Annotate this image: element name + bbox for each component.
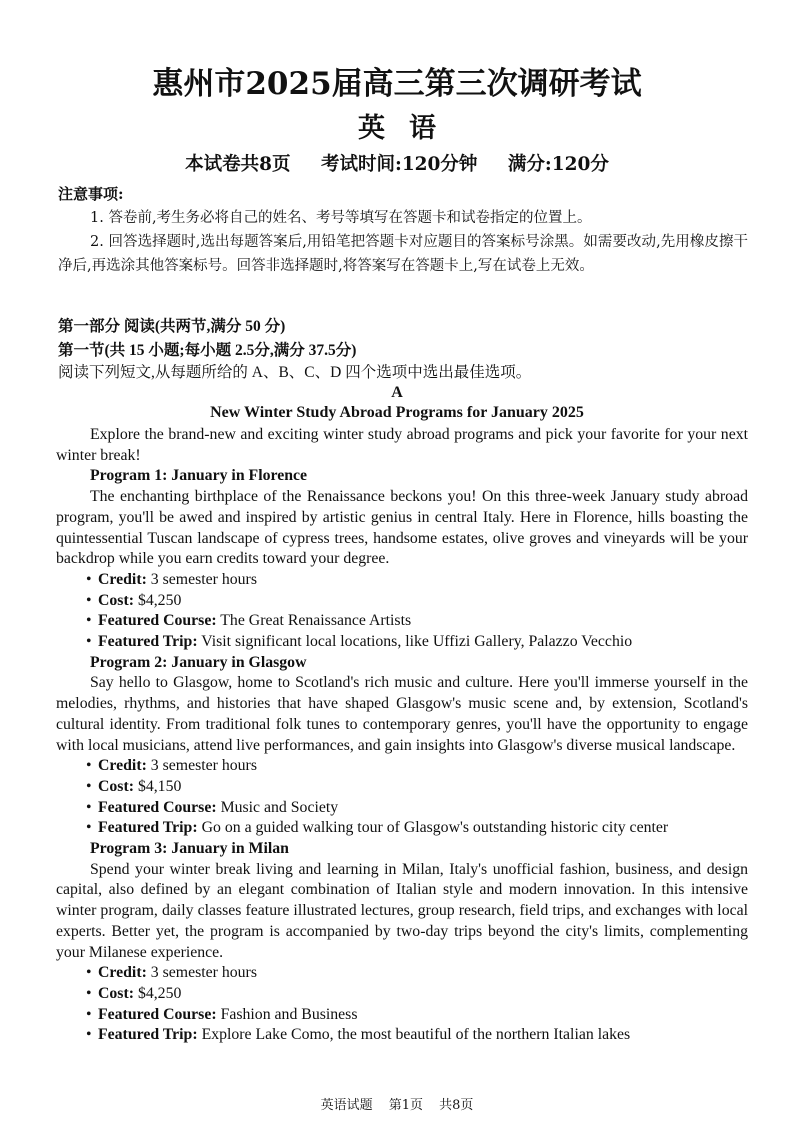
program-1-heading: Program 1: January in Florence: [90, 467, 308, 485]
passage-intro: Explore the brand-new and exciting winter study abroad programs and pick your favorite for your next winter break!: [56, 426, 748, 464]
list-item: • Credit: 3 semester hours: [86, 963, 748, 984]
instruction: 阅读下列短文,从每题所给的 A、B、C、D 四个选项中选出最佳选项。: [58, 364, 532, 381]
page-footer: [0, 1094, 794, 1113]
list-item: • Featured Trip: Go on a guided walking tour of Glasgow's outstanding historic city center: [86, 818, 748, 839]
exam-subject: 英语: [358, 113, 460, 144]
footer-subject: 英语试题: [320, 1098, 373, 1113]
list-item: • Credit: 3 semester hours: [86, 570, 748, 591]
full-score: 满分:120分: [507, 154, 609, 175]
list-item: • Featured Trip: Explore Lake Como, the most beautiful of the northern Italian lakes: [86, 1025, 748, 1046]
exam-time: 考试时间:120分钟: [320, 154, 478, 175]
passage-body: [56, 425, 748, 1046]
program-2-details: [56, 756, 748, 839]
list-item: • Featured Course: Music and Society: [86, 798, 748, 819]
page-count: 本试卷共8页: [185, 154, 291, 175]
note-item-1: 1. 答卷前,考生务必将自己的姓名、考号等填写在答题卡和试卷指定的位置上。: [90, 210, 592, 226]
notes-heading: 注意事项:: [58, 185, 124, 203]
list-item: • Featured Trip: Visit significant local locations, like Uffizi Gallery, Palazzo Vecchio: [86, 632, 748, 653]
list-item: • Featured Course: Fashion and Business: [86, 1005, 748, 1026]
program-3-details: [56, 963, 748, 1046]
list-item: • Credit: 3 semester hours: [86, 756, 748, 777]
passage-title: New Winter Study Abroad Programs for January 2025: [210, 404, 584, 421]
program-2-heading: Program 2: January in Glasgow: [90, 653, 307, 671]
program-1-text: The enchanting birthplace of the Renaissance beckons you! On this three-week January study abroad program, you'll be awed and inspired by artistic genius in central Italy. Here in Florence, hills boasting the quintessential Tuscan landscape of cypress trees, handsome estates, olive groves and vineyards will be your backdrop while you earn credits toward your degree.: [56, 488, 748, 568]
list-item: • Cost: $4,250: [86, 984, 748, 1005]
exam-meta: [0, 150, 794, 176]
note-item-2: 2. 回答选择题时,选出每题答案后,用铅笔把答题卡对应题目的答案标号涂黑。如需要改动,先用橡皮擦干净后,再选涂其他答案标号。回答非选择题时,将答案写在答题卡上,写在试卷上无效。: [58, 234, 748, 274]
program-2-text: Say hello to Glasgow, home to Scotland's rich music and culture. Here you'll immerse yourself in the melodies, rhythms, and histories that have shaped Glasgow's music scene and, by extension, Scotland's cultural identity. From traditional folk tunes to contemporary genres, you'll have the opportunity to engage with local musicians, attend live performances, and gain insights into Glasgow's diverse musical landscape.: [56, 674, 748, 754]
list-item: • Cost: $4,150: [86, 777, 748, 798]
list-item: • Cost: $4,250: [86, 591, 748, 612]
part-title: 第一部分 阅读(共两节,满分 50 分): [58, 318, 286, 335]
section-title: 第一节(共 15 小题;每小题 2.5分,满分 37.5分): [58, 342, 357, 359]
list-item: • Featured Course: The Great Renaissance Artists: [86, 611, 748, 632]
footer-page: 第1页: [388, 1098, 423, 1113]
program-3-text: Spend your winter break living and learning in Milan, Italy's unofficial fashion, business, and design capital, also defined by an elegant combination of Italian style and modern innovation. In this intensive winter program, daily classes feature illustrated lectures, group research, field trips, and exchanges with local experts. Better yet, the program is accompanied by two-day trips beyond the city's limits, complementing your Milanese experience.: [56, 860, 748, 961]
exam-title: 惠州市2025届高三第三次调研考试: [152, 66, 642, 102]
passage-letter: A: [391, 384, 403, 401]
footer-total: 共8页: [439, 1098, 474, 1113]
program-1-details: [56, 570, 748, 653]
notes-block: [58, 182, 748, 278]
program-3-heading: Program 3: January in Milan: [90, 840, 289, 858]
